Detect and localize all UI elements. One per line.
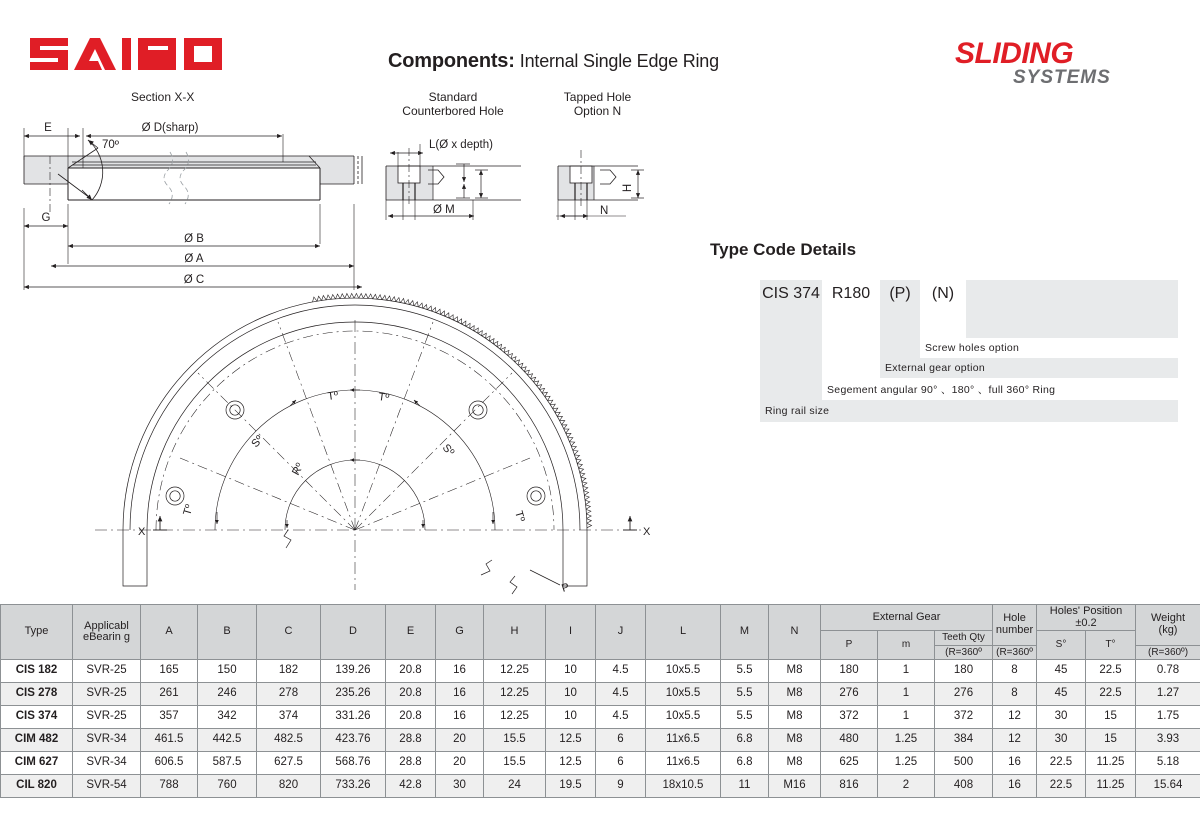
col-header-a: A xyxy=(141,605,198,660)
col-header-teeth-qty-range: (R=360º xyxy=(935,645,993,660)
table-cell: 1 xyxy=(878,683,935,706)
table-cell: 22.5 xyxy=(1086,660,1136,683)
table-cell: 820 xyxy=(257,775,321,798)
counterbored-caption-line1: Standard xyxy=(428,90,478,104)
table-cell: 261 xyxy=(141,683,198,706)
table-cell: 22.5 xyxy=(1037,775,1086,798)
table-cell: 30 xyxy=(436,775,484,798)
dim-label-g: G xyxy=(41,212,51,224)
table-cell: 20.8 xyxy=(386,683,436,706)
angle-label-t-3: Tº xyxy=(181,503,196,517)
counterbored-caption-line2: Counterbored Hole xyxy=(402,104,504,118)
dim-label-n: N xyxy=(600,205,609,217)
table-cell: 19.5 xyxy=(546,775,596,798)
table-cell: 139.26 xyxy=(321,660,386,683)
table-cell: 28.8 xyxy=(386,729,436,752)
angle-label-s-1: Sº xyxy=(249,433,266,451)
table-cell: 568.76 xyxy=(321,752,386,775)
table-cell: 246 xyxy=(198,683,257,706)
table-cell: 627.5 xyxy=(257,752,321,775)
group-header-external-gear: External Gear xyxy=(821,605,993,631)
table-cell: 15 xyxy=(1086,729,1136,752)
type-code-cell-segment: R180 xyxy=(831,285,871,302)
type-code-panel xyxy=(760,280,1178,470)
table-cell: 20.8 xyxy=(386,660,436,683)
group-header-weight xyxy=(1136,605,1200,646)
col-header-e: E xyxy=(386,605,436,660)
table-cell: 12 xyxy=(993,729,1037,752)
group-header-holes-position xyxy=(1037,605,1136,631)
table-cell: 10x5.5 xyxy=(646,683,721,706)
table-cell: 10 xyxy=(546,706,596,729)
table-cell: 182 xyxy=(257,660,321,683)
table-cell: 372 xyxy=(821,706,878,729)
table-cell: 276 xyxy=(821,683,878,706)
table-cell: 24 xyxy=(484,775,546,798)
table-cell: 342 xyxy=(198,706,257,729)
counterbored-hole-caption xyxy=(398,90,508,118)
table-cell: SVR-25 xyxy=(73,683,141,706)
table-cell: M16 xyxy=(769,775,821,798)
table-cell: 5.5 xyxy=(721,683,769,706)
table-cell: 6 xyxy=(596,729,646,752)
saibo-logo xyxy=(28,33,228,75)
dim-label-e: E xyxy=(44,122,52,134)
holes-position-label: Holes' Position xyxy=(1049,605,1123,617)
tapped-caption-line2: Option N xyxy=(573,104,622,118)
table-cell: 6.8 xyxy=(721,729,769,752)
table-cell: 408 xyxy=(935,775,993,798)
table-cell: 15 xyxy=(1086,706,1136,729)
table-cell: 1 xyxy=(878,660,935,683)
dim-label-d-sharp: Ø D(sharp) xyxy=(141,122,199,134)
table-cell: 760 xyxy=(198,775,257,798)
table-cell: 16 xyxy=(436,706,484,729)
table-cell: 423.76 xyxy=(321,729,386,752)
table-cell: 12.25 xyxy=(484,706,546,729)
table-cell: M8 xyxy=(769,706,821,729)
table-cell: 500 xyxy=(935,752,993,775)
col-header-m-module: m xyxy=(878,631,935,660)
table-cell: 11x6.5 xyxy=(646,729,721,752)
table-cell: 15.64 xyxy=(1136,775,1200,798)
table-cell: 8 xyxy=(993,660,1037,683)
col-header-weight-range: (R=360º) xyxy=(1136,645,1200,660)
table-cell: 18x10.5 xyxy=(646,775,721,798)
table-cell: 28.8 xyxy=(386,752,436,775)
table-cell: 384 xyxy=(935,729,993,752)
table-cell: 816 xyxy=(821,775,878,798)
spec-table-header-row-1 xyxy=(1,605,1200,631)
page-title-label: Components: xyxy=(388,50,515,72)
table-cell: 12 xyxy=(993,706,1037,729)
col-header-l: L xyxy=(646,605,721,660)
section-mark-x-left: X xyxy=(138,526,146,538)
col-header-d: D xyxy=(321,605,386,660)
table-cell: 11x6.5 xyxy=(646,752,721,775)
table-cell: 461.5 xyxy=(141,729,198,752)
tapped-caption-line1: Tapped Hole xyxy=(563,90,632,104)
col-header-n: N xyxy=(769,605,821,660)
table-row xyxy=(1,752,1200,775)
table-cell-type: CIS 374 xyxy=(1,706,73,729)
svg-text:SYSTEMS: SYSTEMS xyxy=(1013,67,1111,88)
table-cell: 4.5 xyxy=(596,706,646,729)
page-title-value: Internal Single Edge Ring xyxy=(519,51,719,71)
table-row xyxy=(1,706,1200,729)
table-cell: SVR-54 xyxy=(73,775,141,798)
type-code-note-segment: Segement angular 90° 、180° 、full 360° Ring xyxy=(827,383,1056,396)
weight-unit: (kg) xyxy=(1158,623,1178,636)
col-header-hole-number-range: (R=360º xyxy=(993,645,1037,660)
table-cell: 16 xyxy=(993,752,1037,775)
table-cell: 9 xyxy=(596,775,646,798)
pitch-label-p: P xyxy=(560,581,571,595)
table-cell: 165 xyxy=(141,660,198,683)
type-code-note-screw-holes: Screw holes option xyxy=(925,342,1020,354)
table-cell: 235.26 xyxy=(321,683,386,706)
section-xx-caption: Section X-X xyxy=(131,90,195,104)
table-cell: 2 xyxy=(878,775,935,798)
table-cell-type: CIM 627 xyxy=(1,752,73,775)
col-header-h: H xyxy=(484,605,546,660)
table-cell: 30 xyxy=(1037,729,1086,752)
table-cell: 10 xyxy=(546,683,596,706)
table-cell: 372 xyxy=(935,706,993,729)
table-cell: 16 xyxy=(993,775,1037,798)
table-cell: 11.25 xyxy=(1086,752,1136,775)
table-cell: SVR-34 xyxy=(73,752,141,775)
table-cell: 22.5 xyxy=(1086,683,1136,706)
col-header-i: I xyxy=(546,605,596,660)
table-cell: 6.8 xyxy=(721,752,769,775)
table-cell: 625 xyxy=(821,752,878,775)
sliding-systems-logo xyxy=(955,36,1175,86)
page-title xyxy=(388,50,719,73)
tapped-hole-caption xyxy=(550,90,645,118)
holes-position-tolerance: ±0.2 xyxy=(1075,616,1097,629)
angle-label-t-2: Tº xyxy=(377,391,390,405)
table-cell: 1.75 xyxy=(1136,706,1200,729)
table-cell: 16 xyxy=(436,660,484,683)
spec-table-container xyxy=(0,604,1200,798)
col-header-s-angle: S° xyxy=(1037,631,1086,660)
table-cell: SVR-25 xyxy=(73,706,141,729)
col-header-type: Type xyxy=(1,605,73,660)
table-cell: M8 xyxy=(769,660,821,683)
table-cell: M8 xyxy=(769,752,821,775)
table-cell: M8 xyxy=(769,729,821,752)
table-cell: 12.25 xyxy=(484,683,546,706)
table-row xyxy=(1,683,1200,706)
col-header-teeth-qty: Teeth Qty xyxy=(935,631,993,646)
svg-text:SLIDING: SLIDING xyxy=(955,37,1074,70)
table-cell: 45 xyxy=(1037,683,1086,706)
table-cell: 10x5.5 xyxy=(646,660,721,683)
angle-label-r: Rº xyxy=(290,461,307,478)
angle-label-t-1: Tº xyxy=(326,389,340,403)
table-cell: 3.93 xyxy=(1136,729,1200,752)
table-cell: 374 xyxy=(257,706,321,729)
table-cell: 331.26 xyxy=(321,706,386,729)
table-cell: 0.78 xyxy=(1136,660,1200,683)
col-header-m: M xyxy=(721,605,769,660)
type-code-cell-gear-option: (P) xyxy=(880,280,920,358)
table-cell: 5.5 xyxy=(721,706,769,729)
table-cell: 22.5 xyxy=(1037,752,1086,775)
table-row xyxy=(1,775,1200,798)
table-cell: 357 xyxy=(141,706,198,729)
table-cell: 6 xyxy=(596,752,646,775)
dim-label-h: H xyxy=(622,183,634,193)
table-cell-type: CIL 820 xyxy=(1,775,73,798)
table-cell: 606.5 xyxy=(141,752,198,775)
table-cell: 480 xyxy=(821,729,878,752)
hole-details-drawing xyxy=(378,120,668,235)
table-cell: 1.25 xyxy=(878,752,935,775)
table-cell: 442.5 xyxy=(198,729,257,752)
table-cell: 11.25 xyxy=(1086,775,1136,798)
table-cell: 12.25 xyxy=(484,660,546,683)
table-cell: 20 xyxy=(436,752,484,775)
type-code-cell-screw-option: (N) xyxy=(931,285,955,302)
col-header-c: C xyxy=(257,605,321,660)
table-cell: 12.5 xyxy=(546,729,596,752)
table-cell: 180 xyxy=(821,660,878,683)
col-header-b: B xyxy=(198,605,257,660)
angle-label-t-4: Tº xyxy=(512,509,527,524)
table-cell: 4.5 xyxy=(596,660,646,683)
table-cell: 788 xyxy=(141,775,198,798)
spec-table xyxy=(0,604,1200,798)
dim-label-b: Ø B xyxy=(184,233,204,245)
col-header-g: G xyxy=(436,605,484,660)
table-cell: 5.18 xyxy=(1136,752,1200,775)
table-cell: 15.5 xyxy=(484,752,546,775)
table-cell: 150 xyxy=(198,660,257,683)
table-cell: 16 xyxy=(436,683,484,706)
table-cell: 20 xyxy=(436,729,484,752)
angle-label-s-2: Sº xyxy=(439,441,457,459)
table-cell-type: CIS 278 xyxy=(1,683,73,706)
table-cell: SVR-25 xyxy=(73,660,141,683)
type-code-note-external-gear: External gear option xyxy=(880,358,1178,378)
table-cell: 1.25 xyxy=(878,729,935,752)
col-header-t-angle: T° xyxy=(1086,631,1136,660)
section-mark-x-right: X xyxy=(643,526,651,538)
table-cell: 1 xyxy=(878,706,935,729)
table-cell: 45 xyxy=(1037,660,1086,683)
type-code-cell-blank xyxy=(966,280,1178,338)
table-cell: 278 xyxy=(257,683,321,706)
section-xx-drawing xyxy=(10,112,370,297)
table-cell: 276 xyxy=(935,683,993,706)
weight-label: Weight xyxy=(1150,612,1186,625)
table-cell: 12.5 xyxy=(546,752,596,775)
table-cell: 42.8 xyxy=(386,775,436,798)
table-cell-type: CIS 182 xyxy=(1,660,73,683)
type-code-title: Type Code Details xyxy=(710,240,857,259)
dim-label-c: Ø C xyxy=(183,274,205,286)
table-cell: 180 xyxy=(935,660,993,683)
col-header-p: P xyxy=(821,631,878,660)
type-code-cell-ring-size: CIS 374 xyxy=(760,280,822,400)
dim-label-m: Ø M xyxy=(433,204,455,216)
ring-plan-drawing xyxy=(60,280,680,600)
table-cell: 11 xyxy=(721,775,769,798)
table-cell: 482.5 xyxy=(257,729,321,752)
table-cell: 20.8 xyxy=(386,706,436,729)
table-cell: SVR-34 xyxy=(73,729,141,752)
table-row xyxy=(1,729,1200,752)
table-cell: 8 xyxy=(993,683,1037,706)
table-cell: 15.5 xyxy=(484,729,546,752)
table-cell-type: CIM 482 xyxy=(1,729,73,752)
table-cell: 733.26 xyxy=(321,775,386,798)
type-code-note-ring-rail: Ring rail size xyxy=(760,400,1178,422)
group-header-hole-number: Hole number xyxy=(993,605,1037,646)
col-header-j: J xyxy=(596,605,646,660)
spec-table-body xyxy=(1,660,1200,798)
table-cell: 10x5.5 xyxy=(646,706,721,729)
table-cell: 1.27 xyxy=(1136,683,1200,706)
table-cell: 30 xyxy=(1037,706,1086,729)
dim-label-l: L(Ø x depth) xyxy=(429,139,493,151)
table-cell: M8 xyxy=(769,683,821,706)
dim-label-a: Ø A xyxy=(184,253,204,265)
table-cell: 587.5 xyxy=(198,752,257,775)
col-header-bearing: Applicabl eBearin g xyxy=(73,605,141,660)
spec-table-head xyxy=(1,605,1200,660)
table-row xyxy=(1,660,1200,683)
table-cell: 5.5 xyxy=(721,660,769,683)
table-cell: 10 xyxy=(546,660,596,683)
table-cell: 4.5 xyxy=(596,683,646,706)
dim-label-angle: 70º xyxy=(102,139,119,151)
